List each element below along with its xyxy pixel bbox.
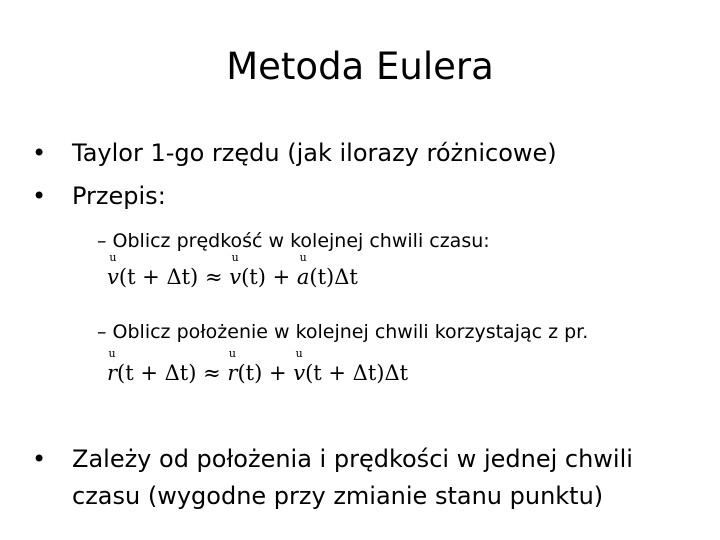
position-formula: u r(t + Δt) ≈ u r(t) + u v(t + Δt)Δt <box>107 347 409 385</box>
bullet-text: Przepis: <box>72 182 166 210</box>
position-vector: u r <box>227 347 238 385</box>
bullet-dot: • <box>32 182 47 210</box>
vector-arrow-mark: u <box>228 347 236 360</box>
vector-arrow-mark: u <box>231 251 239 264</box>
bullet-dot: • <box>32 139 47 167</box>
bullet-text: Zależy od położenia i prędkości w jednej chwili czasu (wygodne przy zmianie stanu punktu) <box>72 445 633 510</box>
vector-arrow-mark: u <box>299 251 307 264</box>
vector-arrow-mark: u <box>108 347 116 360</box>
slide-title: Metoda Eulera <box>226 45 494 88</box>
position-vector: u r <box>107 347 118 385</box>
vector-arrow-mark: u <box>109 251 117 264</box>
velocity-vector: u v <box>229 251 242 289</box>
sub-bullet-velocity: – Oblicz prędkość w kolejnej chwili czasu: <box>97 230 490 252</box>
bullet-1 <box>32 138 557 168</box>
velocity-vector: u v <box>107 251 119 289</box>
vector-arrow-mark: u <box>295 347 303 360</box>
bullet-2 <box>32 181 166 211</box>
velocity-formula: u v(t + Δt) ≈ u v(t) + u a(t)Δt <box>107 251 358 289</box>
bullet-text: Taylor 1-go rzędu (jak ilorazy różnicowe) <box>72 139 557 167</box>
acceleration-vector: u a <box>296 251 310 289</box>
bullet-dot: • <box>32 445 47 473</box>
velocity-vector: u v <box>293 347 306 385</box>
bullet-3 <box>32 441 692 515</box>
sub-bullet-position: – Oblicz położenie w kolejnej chwili korzystając z pr. <box>97 321 589 343</box>
